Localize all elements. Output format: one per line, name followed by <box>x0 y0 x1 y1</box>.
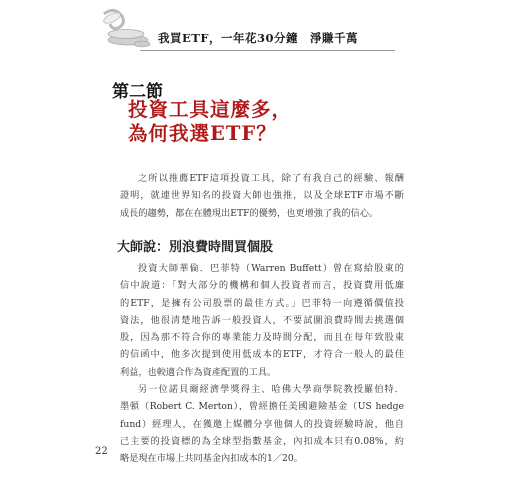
text-line: 投資大師華倫．巴菲特（Warren Buffett）曾在寫給股東的 <box>138 263 404 274</box>
section-title-line: 投資工具這麼多， <box>128 98 293 121</box>
text-line: 之所以推薦ETF這項投資工具，除了有我自己的經驗、報酬 <box>138 173 404 184</box>
text-line: 另一位諾貝爾經濟學獎得主、哈佛大學商學院教授羅伯特． <box>138 384 404 396</box>
text-line: fund）經理人，在獲邀上媒體分享他個人的投資經驗時說，他自 <box>120 418 404 430</box>
text-line: 證明，就連世界知名的投資大師也強推，以及全球ETF市場不斷 <box>120 190 404 202</box>
running-header <box>0 0 520 62</box>
text-line: 墨頓（Robert C. Merton），曾經擔任美國避險基金（US hedge <box>120 401 404 413</box>
text-line: 資法，他很清楚地告訴一般投資人，不要試圖浪費時間去挑選個 <box>120 314 404 326</box>
subheading: 大師說：別浪費時間買個股 <box>117 240 274 255</box>
text-line: 利益，也較適合作為資產配置的工具。 <box>120 366 277 378</box>
body-text <box>120 260 404 468</box>
text-line: 信中說道：「對大部分的機構和個人投資者而言，投資費用低廉 <box>120 280 404 292</box>
section-title <box>128 98 292 146</box>
text-line: 略是現在市場上共同基金內扣成本的1／20。 <box>120 453 303 465</box>
text-line: 的信函中，他多次提到使用低成本的ETF，才符合一般人的最佳 <box>120 349 404 361</box>
text-line: 股，因為那不符合你的專業能力及時間分配，而且在每年致股東 <box>120 332 404 344</box>
text-line: 己主要的投資標的為全球型指數基金，內扣成本只有0.08%，約 <box>120 435 404 447</box>
page-number: 22 <box>95 446 108 457</box>
header-divider <box>140 50 395 51</box>
text-line: 的ETF，是擁有公司股票的最佳方式。」巴菲特一向遵循價值投 <box>120 297 404 309</box>
section-label: 第二節 <box>112 82 163 102</box>
intro-paragraph <box>120 170 404 222</box>
coin-stack-icon <box>86 6 156 52</box>
running-header-title: 我買ETF，一年花30分鐘 淨賺千萬 <box>158 31 358 45</box>
section-title-line: 為何我選ETF？ <box>128 122 277 145</box>
text-line: 成長的趨勢，都在在體現出ETF的優勢，也更增強了我的信心。 <box>120 207 379 219</box>
